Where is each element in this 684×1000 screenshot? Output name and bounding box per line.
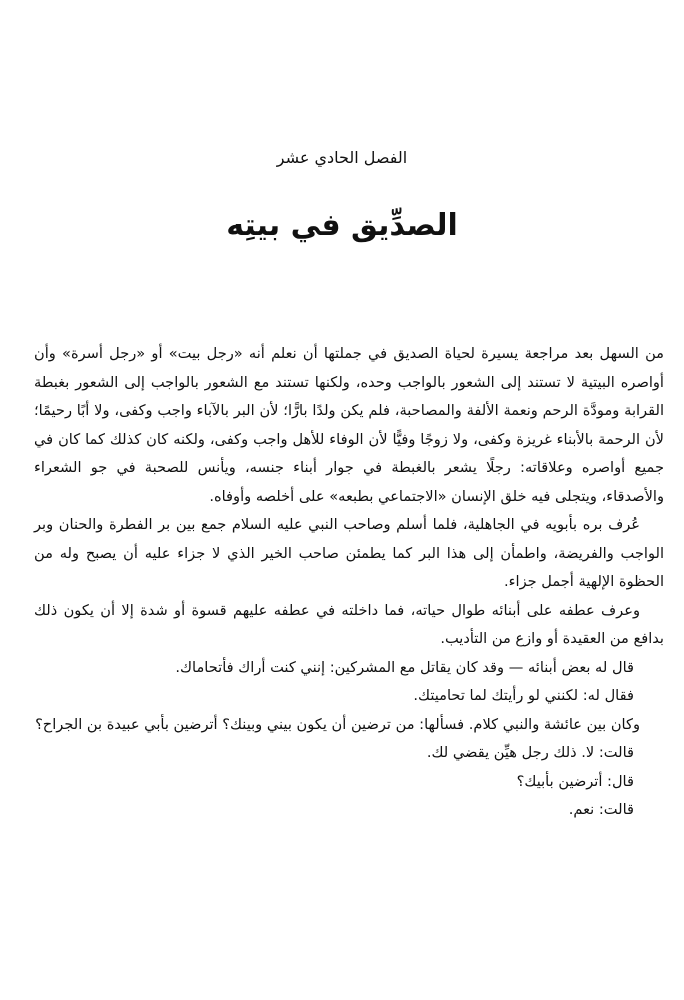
paragraph-aisha: وكان بين عائشة والنبي كلام. فسألها: من ترضين أن يكون بيني وبينك؟ أترضين بأبي عبيدة بن الجراح؟: [35, 715, 640, 733]
paragraph-parents: عُرف بره بأبويه في الجاهلية، فلما أسلم وصاحب النبي عليه السلام جمع بين بر الفطرة والحنان وبر الواجب والفريضة، واطمأن إلى هذا البر كما يطمئن صاحب الخير الذي لا جزاء عليه أن يصبح وله من الحظوة الإلهية أجمل جزاء.: [34, 516, 664, 590]
dialog-line: قالت: نعم.: [568, 801, 634, 818]
dialog-line: قالت: لا. ذلك رجل هيِّن يقضي لك.: [426, 744, 634, 761]
chapter-number: الفصل الحادي عشر: [276, 148, 408, 167]
chapter-title: الصدِّيق في بيتِه: [226, 208, 458, 243]
paragraph-intro: من السهل بعد مراجعة يسيرة لحياة الصديق في جملتها أن نعلم أنه «رجل بيت» أو «رجل أسرة» وأن أواصره البيتية لا تستند إلى الشعور بالواجب وحده، ولكنها تستند مع الشعور بالواجب إلى الشعور بغبطة القرابة ومودَّة الرحم ونعمة الألفة والمصاحبة، فلم يكن ولدًا بارًّا؛ لأن البر بالآباء واجب وكفى، ولا أبًا رحيمًا؛ لأن الرحمة بالأبناء غريزة وكفى، ولا زوجًا وفيًّا لأن الوفاء للأهل واجب وكفى، ولكنه كان كذلك كما كان في جميع أواصره وعلاقاته: رجلًا يشعر بالغبطة في جوار أبناء جنسه، ويأنس للصحبة في جو الشعراء والأصدقاء، ويتجلى فيه خلق الإنسان «الاجتماعي بطبعه» على أخلصه وأوفاه.: [34, 345, 664, 505]
chapter-body: [34, 340, 664, 825]
dialog-line: قال له بعض أبنائه — وقد كان يقاتل مع المشركين: إنني كنت أراك فأتحاماك.: [175, 658, 634, 676]
paragraph-children: وعرف عطفه على أبنائه طوال حياته، فما داخلته في عطفه عليهم قسوة أو شدة إلا أن يكون ذلك بدافع من العقيدة أو وازع من التأديب.: [34, 601, 664, 647]
dialog-line: فقال له: لكنني لو رأيتك لما تحاميتك.: [413, 687, 634, 704]
dialog-line: قال: أترضين بأبيك؟: [516, 772, 634, 790]
